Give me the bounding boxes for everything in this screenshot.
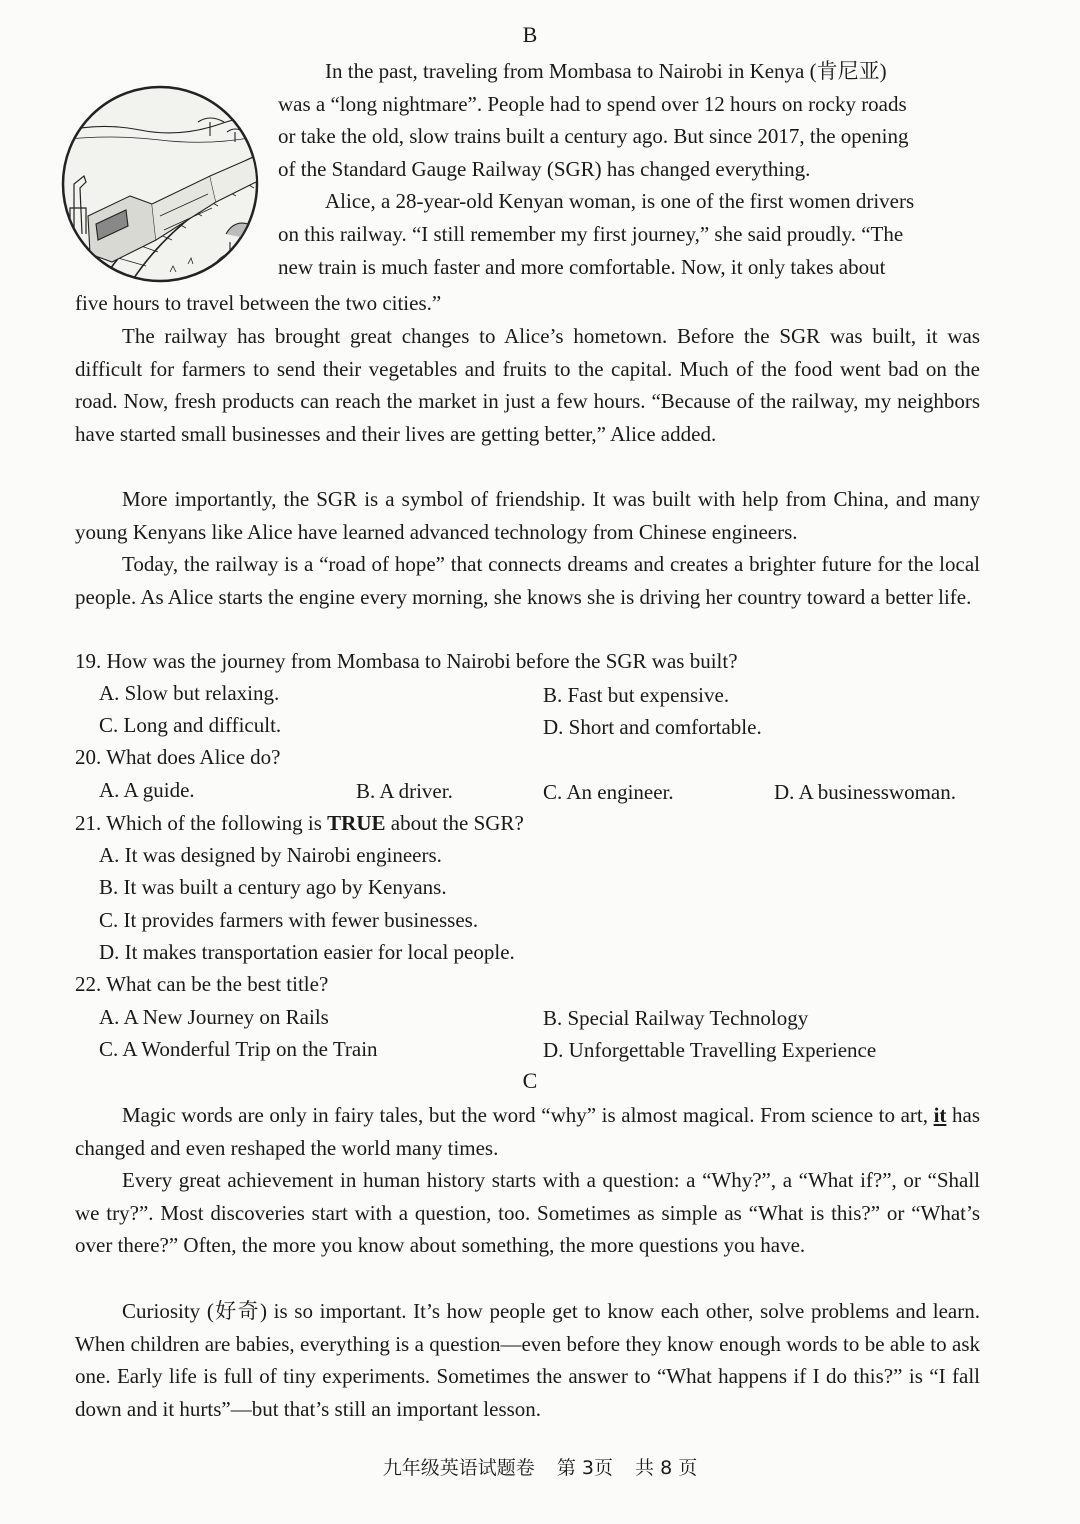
question-19-option-c[interactable]: C. Long and difficult.: [99, 713, 282, 737]
question-19-option-d[interactable]: D. Short and comfortable.: [543, 715, 762, 739]
section-b-heading: B: [522, 22, 538, 47]
question-21-stem-post: about the SGR?: [385, 811, 524, 835]
question-20-option-c[interactable]: C. An engineer.: [543, 780, 674, 804]
question-21-option-d[interactable]: D. It makes transportation easier for local people.: [99, 940, 515, 964]
paragraph-b2-line3: new train is much faster and more comfortable. Now, it only takes about: [278, 254, 886, 279]
question-22-option-c[interactable]: C. A Wonderful Trip on the Train: [99, 1037, 378, 1061]
question-21-option-a[interactable]: A. It was designed by Nairobi engineers.: [99, 843, 442, 867]
question-22-option-a[interactable]: A. A New Journey on Rails: [99, 1005, 329, 1029]
paragraph-b2-line2: on this railway. “I still remember my first journey,” she said proudly. “The: [278, 221, 904, 246]
question-21-stem-bold: TRUE: [327, 811, 386, 835]
question-21-option-b[interactable]: B. It was built a century ago by Kenyans.: [99, 875, 447, 899]
paragraph-c1: [75, 1099, 980, 1164]
paragraph-c1-part1: Magic words are only in fairy tales, but the word “why” is almost magical. From science to art,: [122, 1103, 934, 1127]
question-21-stem-pre: 21. Which of the following is: [75, 811, 328, 835]
paragraph-b1-line3: or take the old, slow trains built a century ago. But since 2017, the opening: [278, 124, 909, 149]
section-c-heading: C: [522, 1068, 538, 1093]
question-22-stem: 22. What can be the best title?: [75, 972, 329, 996]
page-footer: [0, 1453, 1080, 1480]
footer-page-number: 第 3页: [556, 1457, 613, 1479]
paragraph-b1-line1: In the past, traveling from Mombasa to Nairobi in Kenya (肯尼亚): [325, 59, 887, 83]
railway-illustration: [60, 84, 260, 284]
footer-title: 九年级英语试题卷: [382, 1457, 535, 1479]
paragraph-b4: More importantly, the SGR is a symbol of friendship. It was built with help from China, and many young Kenyans like Alice have learned advanced technology from Chinese engineers.: [75, 487, 980, 544]
paragraph-c2: Every great achievement in human history starts with a question: a “Why?”, a “What if?”, or “Shall we try?”. Most discoveries start with a question, too. Sometimes as simple as “What is this?” or “What’s over there?” Often, the more you know about something, the more questions you have.: [75, 1168, 980, 1258]
paragraph-c1-part2: has changed and even reshaped the world many times.: [75, 1103, 980, 1160]
question-20-stem: 20. What does Alice do?: [75, 745, 281, 769]
question-20-option-a[interactable]: A. A guide.: [99, 778, 195, 802]
paragraph-c3: Curiosity (好奇) is so important. It’s how people get to know each other, solve problems and learn. When children are babies, everything is a question—even before they know enough words to be able to ask one. Early life is full of tiny experiments. Sometimes the answer to “What happens if I do this?” is “I fall down and it hurts”—but that’s still an important lesson.: [75, 1299, 980, 1421]
paragraph-b1-line4: of the Standard Gauge Railway (SGR) has changed everything.: [278, 156, 811, 181]
question-22-option-d[interactable]: D. Unforgettable Travelling Experience: [543, 1038, 877, 1062]
question-19-stem: 19. How was the journey from Mombasa to Nairobi before the SGR was built?: [75, 649, 738, 673]
question-20-option-b[interactable]: B. A driver.: [356, 779, 453, 803]
paragraph-b3: The railway has brought great changes to Alice’s hometown. Before the SGR was built, it was difficult for farmers to send their vegetables and fruits to the capital. Much of the food went bad on the road. Now, fresh products can reach the market in just a few hours. “Because of the railway, my neighbors have started small businesses and their lives are getting better,” Alice added.: [75, 324, 980, 446]
question-21-option-c[interactable]: C. It provides farmers with fewer businesses.: [99, 908, 479, 932]
question-20-option-d[interactable]: D. A businesswoman.: [774, 780, 957, 804]
paragraph-b5: Today, the railway is a “road of hope” that connects dreams and creates a brighter future for the local people. As Alice starts the engine every morning, she knows she is driving her country toward a better life.: [75, 552, 980, 609]
question-22-option-b[interactable]: B. Special Railway Technology: [543, 1006, 809, 1030]
paragraph-b2-last-line: five hours to travel between the two cities.”: [75, 291, 442, 315]
paragraph-c1-it: it: [933, 1103, 947, 1127]
question-19-option-a[interactable]: A. Slow but relaxing.: [99, 681, 280, 705]
paragraph-b1: [278, 55, 978, 283]
question-21-stem: [75, 807, 524, 839]
question-19-option-b[interactable]: B. Fast but expensive.: [543, 683, 730, 707]
paragraph-b2-line1: Alice, a 28-year-old Kenyan woman, is one of the first women drivers: [325, 189, 915, 214]
paragraph-b1-line2: was a “long nightmare”. People had to spend over 12 hours on rocky roads: [278, 91, 907, 116]
footer-total-pages: 共 8 页: [635, 1457, 698, 1479]
